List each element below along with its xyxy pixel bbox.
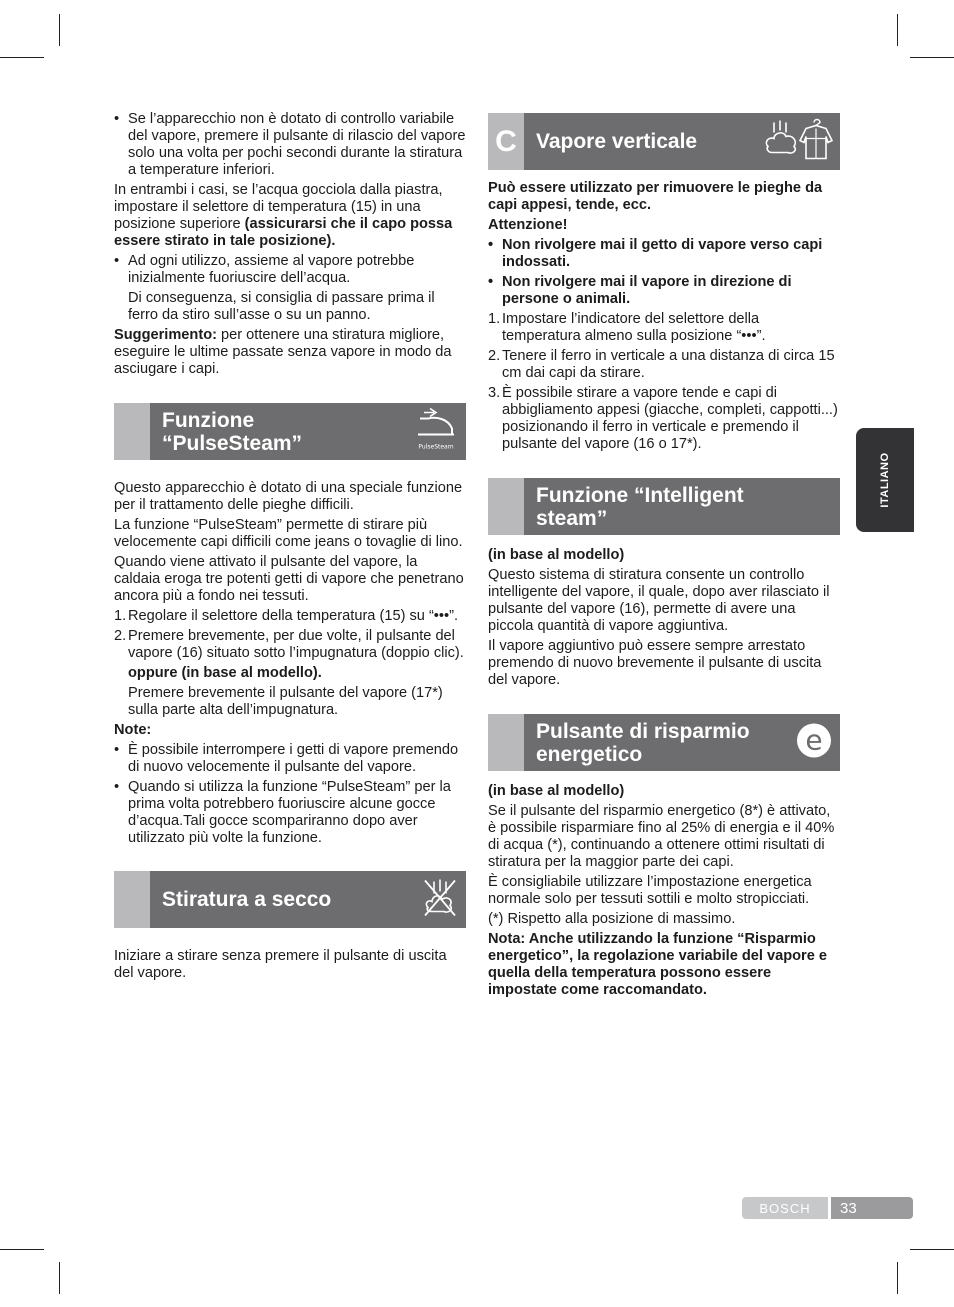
warning-item: • Non rivolgere mai il vapore in direzione di persone o animali. [488,274,840,308]
paragraph: Questo sistema di stiratura consente un controllo intelligente del vapore, il quale, dopo aver rilasciato il pulsante del vapore (16), permette di avere una piccola quantità di vapore aggiuntiva. [488,567,830,634]
section-header-dry-ironing [114,871,466,928]
paragraph: È consigliabile utilizzare l’impostazione energetica normale solo per tessuti sottili e molto stropicciati. [488,874,812,907]
no-steam-icon [420,875,460,924]
step-text: Impostare l’indicatore del selettore della temperatura almeno sulla posizione “•••”. [502,311,766,344]
step-text: È possibile stirare a vapore tende e capi di abbigliamento appesi (giacche, completi, cappotti...) posizionando il ferro in verticale e premendo il pulsante del vapore (16 o 17*). [502,385,838,452]
step-text: Regolare il selettore della temperatura (15) su “•••”. [128,608,459,624]
step-text: Tenere il ferro in verticale a una distanza di circa 15 cm dai capi da stirare. [502,348,835,381]
tip-text: per ottenere una stiratura migliore, eseguire le ultime passate senza vapore in modo da asciugare i capi. [114,327,452,377]
section-header-energy-saving [488,714,840,771]
crop-mark [59,1262,60,1294]
model-note: (in base al modello) [488,547,625,563]
section-header-pulsesteam [114,403,466,460]
step-number: 1. [114,608,127,624]
warning-item: • Non rivolgere mai il getto di vapore verso capi indossati. [488,237,840,271]
step-alternative-label: oppure (in base al modello). [128,665,322,681]
paragraph: (*) Rispetto alla posizione di massimo. [488,911,736,927]
section-header-intelligent-steam [488,478,840,535]
crop-mark [0,57,44,58]
header-tab [114,403,150,460]
crop-mark [910,1249,954,1250]
note-paragraph: Nota: Anche utilizzando la funzione “Risparmio energetico”, la regolazione variabile del vapore e quella della temperatura possono essere impostate come raccomandato. [488,931,828,998]
step-item [488,348,840,382]
paragraph: Questo apparecchio è dotato di una speciale funzione per il trattamento delle pieghe difficili. [114,480,463,513]
crop-mark [910,57,954,58]
energy-icon-letter: e [805,723,823,756]
paragraph: Il vapore aggiuntivo può essere sempre arrestato premendo di nuovo brevemente il pulsante di uscita del vapore. [488,638,822,688]
model-note: (in base al modello) [488,783,625,799]
step-number: 1. [488,311,501,327]
attention-label: Attenzione! [488,217,568,233]
list-item: • È possibile interrompere i getti di vapore premendo di nuovo velocemente il pulsante del vapore. [114,742,466,776]
vertical-steam-garment-icon [762,116,834,167]
crop-mark [0,1249,44,1250]
pulsesteam-icon-label: PulseSteam [418,443,454,450]
language-label: ITALIANO [879,452,891,508]
list-item: • Ad ogni utilizzo, assieme al vapore potrebbe inizialmente fuoriuscire dell’acqua. [114,253,466,287]
crop-mark [59,14,60,46]
language-side-tab [856,428,914,532]
step-number: 3. [488,385,501,401]
list-item: • Se l’apparecchio non è dotato di controllo variabile del vapore, premere il pulsante di rilascio del vapore solo una volta per pochi secondi durante la stiratura a temperature inferiori. [114,111,466,179]
paragraph: La funzione “PulseSteam” permette di stirare più velocemente capi difficili come jeans o tovaglie di lino. [114,517,463,550]
page-number: 33 [831,1197,913,1219]
step-item [488,385,840,453]
intro-paragraph: Può essere utilizzato per rimuovere le pieghe da capi appesi, tende, ecc. [488,180,823,213]
section-title: Funzione “Intelligent steam” [536,483,744,530]
step-number: 2. [114,628,127,644]
paragraph: Se il pulsante del risparmio energetico (8*) è attivato, è possibile risparmiare fino al 25% di energia e il 40% di acqua (*), continuando a ottenere ottimi risultati di stiratura per la maggior parte dei capi. [488,803,835,870]
note-label: Note: [114,722,152,738]
list-item: • Quando si utilizza la funzione “PulseSteam” per la prima volta potrebbero fuoriuscire alcune gocce d’acqua.Tali gocce scompariranno dopo aver utilizzato più volte la funzione. [114,779,466,847]
step-alternative-text: Premere brevemente il pulsante del vapore (17*) sulla parte alta dell’impugnatura. [128,685,443,718]
tip-paragraph [114,327,466,378]
paragraph-text: In entrambi i casi, se l’acqua gocciola dalla piastra, impostare il selettore di temperatura (15) in una posizione superiore [114,182,443,232]
step-text: Premere brevemente, per due volte, il pulsante del vapore (16) situato sotto l’impugnatura (doppio clic). [128,628,464,661]
section-header-vertical-steam [488,113,840,170]
step-item [114,608,466,625]
crop-mark [897,14,898,46]
section-title: Vapore verticale [536,130,698,153]
header-tab [488,478,524,535]
footer-brand: BOSCH [742,1197,828,1219]
right-column [488,113,840,1002]
paragraph [114,182,466,250]
energy-e-icon [794,720,834,765]
header-tab [114,871,150,928]
step-number: 2. [488,348,501,364]
paragraph: Iniziare a stirare senza premere il pulsante di uscita del vapore. [114,948,447,981]
paragraph-bold: (assicurarsi che il capo possa essere stirato in tale posizione). [114,216,453,249]
section-title: Funzione “PulseSteam” [162,408,303,455]
pulsesteam-iron-icon [412,404,460,459]
left-column [114,111,466,985]
paragraph: Quando viene attivato il pulsante del vapore, la caldaia eroga tre potenti getti di vapore che penetrano ancora più a fondo nei tessuti. [114,554,464,604]
crop-mark [897,1262,898,1294]
section-title: Pulsante di risparmio energetico [536,719,750,766]
section-letter: C [495,125,517,158]
list-item-continuation: Di conseguenza, si consiglia di passare prima il ferro da stiro sull’asse o su un panno. [128,290,435,323]
header-tab [488,714,524,771]
tip-label: Suggerimento: [114,327,217,343]
step-item [114,628,466,662]
step-item [488,311,840,345]
section-title: Stiratura a secco [162,888,332,911]
